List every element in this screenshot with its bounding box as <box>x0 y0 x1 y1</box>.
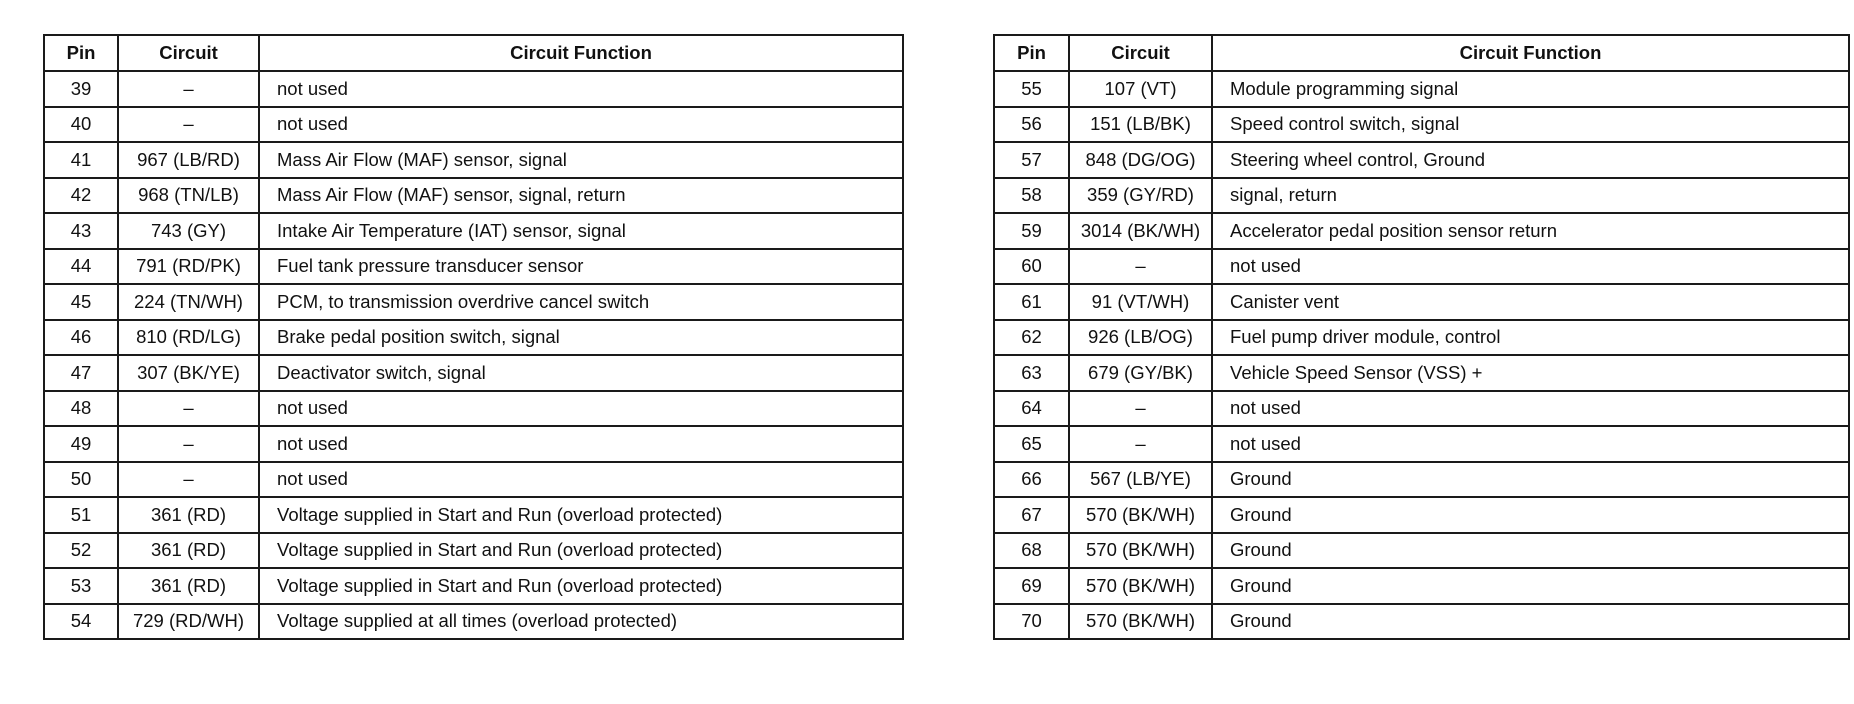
function-cell: Voltage supplied in Start and Run (overload protected) <box>259 568 903 604</box>
table-row <box>44 391 903 427</box>
table-row <box>994 142 1849 178</box>
circuit-cell: 570 (BK/WH) <box>1069 568 1212 604</box>
header-pin: Pin <box>44 35 118 71</box>
function-cell: Brake pedal position switch, signal <box>259 320 903 356</box>
header-circuit: Circuit <box>1069 35 1212 71</box>
function-cell: Module programming signal <box>1212 71 1849 107</box>
function-cell: PCM, to transmission overdrive cancel switch <box>259 284 903 320</box>
pin-cell: 68 <box>994 533 1069 569</box>
table-row <box>994 249 1849 285</box>
function-cell: not used <box>259 71 903 107</box>
circuit-cell: 570 (BK/WH) <box>1069 497 1212 533</box>
table-row <box>994 462 1849 498</box>
function-cell: Fuel pump driver module, control <box>1212 320 1849 356</box>
circuit-cell: 743 (GY) <box>118 213 259 249</box>
table-row <box>994 178 1849 214</box>
table-row <box>44 142 903 178</box>
pin-cell: 53 <box>44 568 118 604</box>
pin-cell: 44 <box>44 249 118 285</box>
function-cell: not used <box>259 391 903 427</box>
header-pin: Pin <box>994 35 1069 71</box>
pin-cell: 48 <box>44 391 118 427</box>
function-cell: not used <box>259 426 903 462</box>
circuit-cell: – <box>1069 391 1212 427</box>
function-cell: Voltage supplied at all times (overload protected) <box>259 604 903 640</box>
pin-cell: 43 <box>44 213 118 249</box>
table-row <box>44 426 903 462</box>
pin-cell: 64 <box>994 391 1069 427</box>
pin-cell: 61 <box>994 284 1069 320</box>
table-row <box>994 497 1849 533</box>
table-row <box>994 213 1849 249</box>
pin-cell: 58 <box>994 178 1069 214</box>
function-cell: not used <box>1212 391 1849 427</box>
function-cell: Vehicle Speed Sensor (VSS) + <box>1212 355 1849 391</box>
pin-cell: 47 <box>44 355 118 391</box>
table-row <box>994 568 1849 604</box>
table-row <box>994 107 1849 143</box>
pin-cell: 65 <box>994 426 1069 462</box>
pin-cell: 39 <box>44 71 118 107</box>
pin-cell: 56 <box>994 107 1069 143</box>
table-row <box>44 213 903 249</box>
function-cell: Accelerator pedal position sensor return <box>1212 213 1849 249</box>
circuit-cell: 307 (BK/YE) <box>118 355 259 391</box>
function-cell: Ground <box>1212 533 1849 569</box>
table-row <box>44 284 903 320</box>
pin-cell: 45 <box>44 284 118 320</box>
function-cell: Mass Air Flow (MAF) sensor, signal, return <box>259 178 903 214</box>
circuit-cell: 570 (BK/WH) <box>1069 533 1212 569</box>
pin-cell: 67 <box>994 497 1069 533</box>
table-row <box>44 533 903 569</box>
function-cell: signal, return <box>1212 178 1849 214</box>
circuit-cell: 359 (GY/RD) <box>1069 178 1212 214</box>
table-row <box>44 462 903 498</box>
circuit-cell: 729 (RD/WH) <box>118 604 259 640</box>
pin-cell: 46 <box>44 320 118 356</box>
function-cell: Speed control switch, signal <box>1212 107 1849 143</box>
circuit-cell: – <box>118 462 259 498</box>
pin-cell: 51 <box>44 497 118 533</box>
table-header-row <box>44 35 903 71</box>
circuit-cell: 810 (RD/LG) <box>118 320 259 356</box>
header-function: Circuit Function <box>1212 35 1849 71</box>
table-row <box>994 426 1849 462</box>
function-cell: Fuel tank pressure transducer sensor <box>259 249 903 285</box>
table-row <box>44 107 903 143</box>
circuit-cell: 567 (LB/YE) <box>1069 462 1212 498</box>
circuit-cell: 91 (VT/WH) <box>1069 284 1212 320</box>
pin-cell: 52 <box>44 533 118 569</box>
header-circuit: Circuit <box>118 35 259 71</box>
pin-table-left <box>43 34 904 640</box>
circuit-cell: – <box>118 426 259 462</box>
circuit-cell: 107 (VT) <box>1069 71 1212 107</box>
circuit-cell: 570 (BK/WH) <box>1069 604 1212 640</box>
table-row <box>44 568 903 604</box>
circuit-cell: – <box>1069 249 1212 285</box>
circuit-cell: 361 (RD) <box>118 533 259 569</box>
pin-cell: 41 <box>44 142 118 178</box>
pin-cell: 69 <box>994 568 1069 604</box>
function-cell: Ground <box>1212 497 1849 533</box>
pin-cell: 50 <box>44 462 118 498</box>
circuit-cell: 361 (RD) <box>118 568 259 604</box>
pin-cell: 59 <box>994 213 1069 249</box>
function-cell: Ground <box>1212 462 1849 498</box>
circuit-cell: 848 (DG/OG) <box>1069 142 1212 178</box>
circuit-cell: – <box>1069 426 1212 462</box>
pin-cell: 66 <box>994 462 1069 498</box>
circuit-cell: – <box>118 391 259 427</box>
table-row <box>994 71 1849 107</box>
function-cell: Ground <box>1212 604 1849 640</box>
circuit-cell: 361 (RD) <box>118 497 259 533</box>
function-cell: Canister vent <box>1212 284 1849 320</box>
circuit-cell: – <box>118 71 259 107</box>
pin-cell: 70 <box>994 604 1069 640</box>
table-row <box>44 320 903 356</box>
circuit-cell: 679 (GY/BK) <box>1069 355 1212 391</box>
table-row <box>994 355 1849 391</box>
function-cell: Deactivator switch, signal <box>259 355 903 391</box>
table-row <box>994 533 1849 569</box>
table-header-row <box>994 35 1849 71</box>
pin-table-right <box>993 34 1850 640</box>
circuit-cell: 3014 (BK/WH) <box>1069 213 1212 249</box>
table-row <box>994 320 1849 356</box>
function-cell: not used <box>259 107 903 143</box>
pin-cell: 42 <box>44 178 118 214</box>
circuit-cell: 967 (LB/RD) <box>118 142 259 178</box>
header-function: Circuit Function <box>259 35 903 71</box>
function-cell: Steering wheel control, Ground <box>1212 142 1849 178</box>
table-row <box>994 284 1849 320</box>
table-row <box>44 178 903 214</box>
pin-cell: 63 <box>994 355 1069 391</box>
function-cell: not used <box>1212 426 1849 462</box>
table-row <box>994 391 1849 427</box>
pin-cell: 57 <box>994 142 1069 178</box>
table-row <box>44 71 903 107</box>
circuit-cell: 224 (TN/WH) <box>118 284 259 320</box>
table-row <box>44 604 903 640</box>
table-row <box>994 604 1849 640</box>
circuit-cell: 968 (TN/LB) <box>118 178 259 214</box>
table-row <box>44 249 903 285</box>
circuit-cell: 926 (LB/OG) <box>1069 320 1212 356</box>
function-cell: Mass Air Flow (MAF) sensor, signal <box>259 142 903 178</box>
circuit-cell: 791 (RD/PK) <box>118 249 259 285</box>
table-row <box>44 355 903 391</box>
function-cell: not used <box>1212 249 1849 285</box>
pin-cell: 62 <box>994 320 1069 356</box>
pin-cell: 49 <box>44 426 118 462</box>
pin-cell: 55 <box>994 71 1069 107</box>
circuit-cell: 151 (LB/BK) <box>1069 107 1212 143</box>
function-cell: Ground <box>1212 568 1849 604</box>
function-cell: not used <box>259 462 903 498</box>
function-cell: Voltage supplied in Start and Run (overload protected) <box>259 533 903 569</box>
pin-cell: 60 <box>994 249 1069 285</box>
circuit-cell: – <box>118 107 259 143</box>
pin-cell: 40 <box>44 107 118 143</box>
pin-cell: 54 <box>44 604 118 640</box>
function-cell: Intake Air Temperature (IAT) sensor, signal <box>259 213 903 249</box>
function-cell: Voltage supplied in Start and Run (overload protected) <box>259 497 903 533</box>
table-row <box>44 497 903 533</box>
